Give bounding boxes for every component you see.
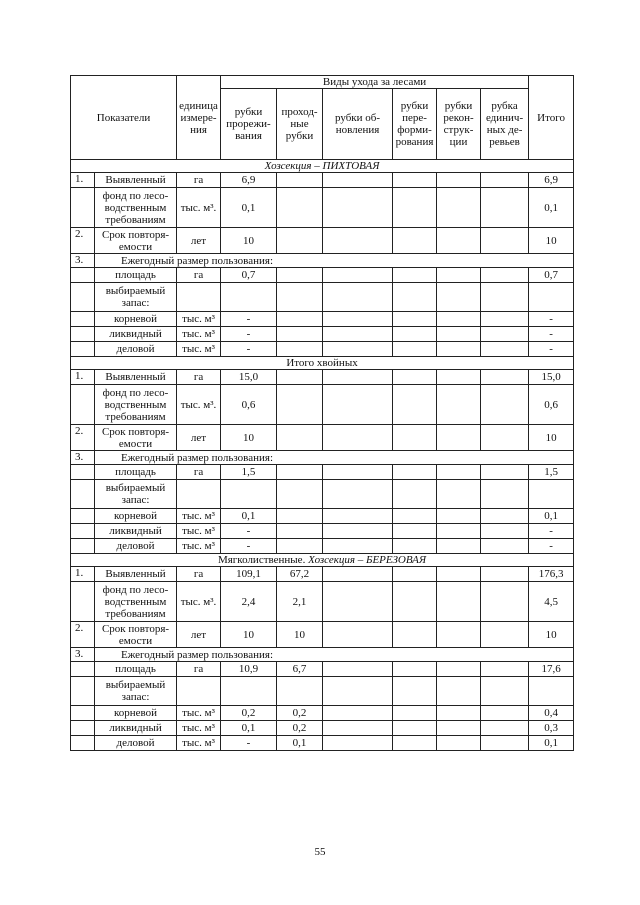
table-row: [71, 662, 574, 677]
header-type-renewal: рубки об-новления: [323, 89, 393, 160]
value-cell: [437, 370, 481, 385]
row-unit: тыс. м³: [177, 342, 221, 357]
row-number: 1.: [71, 173, 95, 188]
value-cell: [323, 385, 393, 425]
table-row: [71, 648, 574, 662]
value-cell: 1,5: [221, 465, 277, 480]
value-cell: [481, 524, 529, 539]
value-cell: [393, 524, 437, 539]
row-unit: га: [177, 662, 221, 677]
section-title-row: [71, 160, 574, 173]
row-unit: тыс. м³: [177, 524, 221, 539]
value-cell: [437, 283, 481, 312]
row-unit: тыс. м³.: [177, 188, 221, 228]
value-cell: [277, 312, 323, 327]
total-cell: -: [529, 342, 574, 357]
value-cell: [437, 721, 481, 736]
total-cell: [529, 480, 574, 509]
table-row: [71, 480, 574, 509]
row-unit: лет: [177, 425, 221, 451]
header-row-1: [71, 76, 574, 89]
value-cell: [481, 662, 529, 677]
section-title-row: [71, 554, 574, 567]
value-cell: 2,4: [221, 582, 277, 622]
value-cell: [323, 370, 393, 385]
value-cell: [277, 370, 323, 385]
row-number: 3.: [71, 451, 95, 465]
row-number: 2.: [71, 228, 95, 254]
forest-care-table: [70, 75, 574, 751]
value-cell: [481, 188, 529, 228]
value-cell: [437, 622, 481, 648]
table-row: [71, 567, 574, 582]
row-label: фонд по лесо-водственным требованиям: [95, 385, 177, 425]
value-cell: [481, 283, 529, 312]
row-number: 2.: [71, 622, 95, 648]
value-cell: -: [221, 327, 277, 342]
value-cell: [481, 268, 529, 283]
value-cell: [393, 465, 437, 480]
value-cell: -: [221, 736, 277, 751]
section-title-italic: Хозсекция – ПИХТОВАЯ: [264, 160, 380, 172]
value-cell: -: [221, 539, 277, 554]
table-row: [71, 385, 574, 425]
value-cell: [481, 480, 529, 509]
row-number: [71, 188, 95, 228]
row-unit: га: [177, 268, 221, 283]
value-cell: [437, 662, 481, 677]
value-cell: [393, 385, 437, 425]
table-row: [71, 524, 574, 539]
row-number: 2.: [71, 425, 95, 451]
row-label: Срок повторя-емости: [95, 622, 177, 648]
row-number: [71, 582, 95, 622]
row-number: 1.: [71, 567, 95, 582]
value-cell: [437, 582, 481, 622]
row-unit: тыс. м³: [177, 721, 221, 736]
header-type-reconstruction: рубки рекон-струк-ции: [437, 89, 481, 160]
value-cell: [437, 385, 481, 425]
total-cell: -: [529, 524, 574, 539]
value-cell: [481, 228, 529, 254]
value-cell: [437, 188, 481, 228]
table-row: [71, 706, 574, 721]
value-cell: [437, 327, 481, 342]
row-label: площадь: [95, 662, 177, 677]
row-label: деловой: [95, 342, 177, 357]
header-total: Итого: [529, 76, 574, 160]
row-number: [71, 662, 95, 677]
row-number: [71, 706, 95, 721]
value-cell: [323, 662, 393, 677]
value-cell: [393, 662, 437, 677]
total-cell: [529, 283, 574, 312]
value-cell: [323, 524, 393, 539]
total-cell: 15,0: [529, 370, 574, 385]
table-row: [71, 465, 574, 480]
value-cell: [437, 706, 481, 721]
row-unit: тыс. м³: [177, 706, 221, 721]
total-cell: 0,7: [529, 268, 574, 283]
value-cell: 0,1: [221, 721, 277, 736]
value-cell: [277, 268, 323, 283]
value-cell: [481, 385, 529, 425]
row-number: [71, 539, 95, 554]
table-row: [71, 312, 574, 327]
value-cell: [481, 327, 529, 342]
table-row: [71, 736, 574, 751]
total-cell: 10: [529, 622, 574, 648]
value-cell: [437, 524, 481, 539]
value-cell: [323, 622, 393, 648]
row-unit: тыс. м³: [177, 736, 221, 751]
table-row: [71, 721, 574, 736]
row-number: [71, 312, 95, 327]
row-unit: тыс. м³.: [177, 582, 221, 622]
value-cell: [277, 283, 323, 312]
row-label: Срок повторя-емости: [95, 425, 177, 451]
total-cell: 0,1: [529, 736, 574, 751]
value-cell: [481, 509, 529, 524]
value-cell: -: [221, 524, 277, 539]
value-cell: [481, 706, 529, 721]
section-title: [71, 160, 574, 173]
value-cell: [277, 188, 323, 228]
value-cell: 6,7: [277, 662, 323, 677]
row-label: ликвидный: [95, 327, 177, 342]
row-unit: тыс. м³: [177, 327, 221, 342]
value-cell: [437, 509, 481, 524]
value-cell: [277, 465, 323, 480]
value-cell: [277, 425, 323, 451]
value-cell: 10: [221, 228, 277, 254]
row-number: 3.: [71, 254, 95, 268]
value-cell: [323, 173, 393, 188]
row-unit: [177, 677, 221, 706]
table-row: [71, 173, 574, 188]
table-row: [71, 228, 574, 254]
section-title-plain: Мягколиственные.: [217, 554, 309, 566]
value-cell: 10: [277, 622, 323, 648]
value-cell: [393, 173, 437, 188]
row-number: [71, 327, 95, 342]
total-cell: -: [529, 539, 574, 554]
row-label: Ежегодный размер пользования:: [95, 451, 574, 465]
row-label: выбираемый запас:: [95, 480, 177, 509]
row-number: [71, 283, 95, 312]
row-label: корневой: [95, 706, 177, 721]
value-cell: [393, 188, 437, 228]
value-cell: [323, 706, 393, 721]
value-cell: [393, 567, 437, 582]
value-cell: [323, 582, 393, 622]
value-cell: [481, 370, 529, 385]
table-row: [71, 327, 574, 342]
value-cell: [437, 465, 481, 480]
table-row: [71, 509, 574, 524]
value-cell: [481, 622, 529, 648]
value-cell: [481, 582, 529, 622]
value-cell: 6,9: [221, 173, 277, 188]
value-cell: [393, 327, 437, 342]
row-label: корневой: [95, 312, 177, 327]
value-cell: [323, 677, 393, 706]
row-label: ликвидный: [95, 721, 177, 736]
table-row: [71, 370, 574, 385]
value-cell: [481, 736, 529, 751]
value-cell: 0,1: [221, 188, 277, 228]
row-unit: тыс. м³.: [177, 385, 221, 425]
value-cell: [323, 539, 393, 554]
row-label: выбираемый запас:: [95, 677, 177, 706]
row-label: деловой: [95, 736, 177, 751]
value-cell: [277, 173, 323, 188]
value-cell: [437, 736, 481, 751]
value-cell: [277, 509, 323, 524]
row-label: деловой: [95, 539, 177, 554]
value-cell: 10,9: [221, 662, 277, 677]
total-cell: 4,5: [529, 582, 574, 622]
value-cell: -: [221, 312, 277, 327]
row-number: [71, 736, 95, 751]
value-cell: [393, 425, 437, 451]
value-cell: [277, 228, 323, 254]
value-cell: [437, 173, 481, 188]
row-unit: [177, 283, 221, 312]
header-type-passage: проход-ные рубки: [277, 89, 323, 160]
value-cell: [221, 677, 277, 706]
value-cell: [437, 342, 481, 357]
value-cell: 67,2: [277, 567, 323, 582]
value-cell: 0,2: [277, 721, 323, 736]
row-number: [71, 342, 95, 357]
value-cell: [481, 721, 529, 736]
row-unit: [177, 480, 221, 509]
value-cell: 0,2: [221, 706, 277, 721]
value-cell: [481, 567, 529, 582]
value-cell: [277, 480, 323, 509]
row-label: корневой: [95, 509, 177, 524]
header-care-types: Виды ухода за лесами: [221, 76, 529, 89]
value-cell: [393, 342, 437, 357]
row-unit: лет: [177, 622, 221, 648]
row-number: [71, 480, 95, 509]
value-cell: [221, 480, 277, 509]
row-number: [71, 465, 95, 480]
total-cell: 0,1: [529, 188, 574, 228]
value-cell: 0,1: [221, 509, 277, 524]
table-row: [71, 622, 574, 648]
value-cell: 0,6: [221, 385, 277, 425]
value-cell: [221, 283, 277, 312]
value-cell: [323, 509, 393, 524]
value-cell: [323, 228, 393, 254]
table-row: [71, 677, 574, 706]
row-unit: тыс. м³: [177, 539, 221, 554]
header-type-single-tree: рубка единич-ных де-ревьев: [481, 89, 529, 160]
total-cell: 0,4: [529, 706, 574, 721]
table-row: [71, 451, 574, 465]
value-cell: [323, 465, 393, 480]
value-cell: [323, 736, 393, 751]
row-number: 3.: [71, 648, 95, 662]
row-number: [71, 677, 95, 706]
value-cell: [393, 480, 437, 509]
value-cell: [481, 425, 529, 451]
value-cell: [437, 312, 481, 327]
value-cell: [277, 327, 323, 342]
row-number: [71, 524, 95, 539]
row-unit: лет: [177, 228, 221, 254]
value-cell: [323, 480, 393, 509]
row-unit: га: [177, 173, 221, 188]
value-cell: [323, 327, 393, 342]
table-row: [71, 539, 574, 554]
value-cell: [323, 425, 393, 451]
row-number: [71, 268, 95, 283]
value-cell: [393, 736, 437, 751]
total-cell: 0,3: [529, 721, 574, 736]
value-cell: 109,1: [221, 567, 277, 582]
section-title: [71, 357, 574, 370]
value-cell: [437, 539, 481, 554]
value-cell: [277, 342, 323, 357]
value-cell: [393, 268, 437, 283]
value-cell: [437, 268, 481, 283]
total-cell: 176,3: [529, 567, 574, 582]
value-cell: [437, 677, 481, 706]
value-cell: 0,2: [277, 706, 323, 721]
total-cell: 6,9: [529, 173, 574, 188]
value-cell: [393, 706, 437, 721]
table-row: [71, 582, 574, 622]
total-cell: -: [529, 312, 574, 327]
value-cell: 0,7: [221, 268, 277, 283]
value-cell: 15,0: [221, 370, 277, 385]
section-title-plain: Итого хвойных: [286, 357, 358, 369]
row-unit: га: [177, 465, 221, 480]
header-unit: единица измере-ния: [177, 76, 221, 160]
table-row: [71, 268, 574, 283]
table-row: [71, 425, 574, 451]
value-cell: [393, 539, 437, 554]
total-cell: 10: [529, 228, 574, 254]
row-label: Выявленный: [95, 173, 177, 188]
document-page: [70, 75, 573, 751]
value-cell: [393, 677, 437, 706]
value-cell: [481, 465, 529, 480]
page-number: 55: [314, 846, 326, 858]
value-cell: [437, 228, 481, 254]
row-label: ликвидный: [95, 524, 177, 539]
value-cell: [393, 312, 437, 327]
value-cell: [277, 524, 323, 539]
value-cell: [481, 173, 529, 188]
value-cell: [437, 425, 481, 451]
row-unit: га: [177, 370, 221, 385]
header-type-reformation: рубки пере-форми-рования: [393, 89, 437, 160]
value-cell: [323, 283, 393, 312]
row-number: [71, 721, 95, 736]
total-cell: 1,5: [529, 465, 574, 480]
value-cell: [393, 283, 437, 312]
value-cell: 0,1: [277, 736, 323, 751]
value-cell: [277, 539, 323, 554]
value-cell: 10: [221, 622, 277, 648]
row-label: Ежегодный размер пользования:: [95, 254, 574, 268]
row-label: Ежегодный размер пользования:: [95, 648, 574, 662]
table-row: [71, 254, 574, 268]
row-unit: га: [177, 567, 221, 582]
value-cell: [393, 228, 437, 254]
value-cell: -: [221, 342, 277, 357]
value-cell: [393, 370, 437, 385]
row-number: 1.: [71, 370, 95, 385]
total-cell: 0,1: [529, 509, 574, 524]
row-unit: тыс. м³: [177, 509, 221, 524]
table-row: [71, 283, 574, 312]
row-number: [71, 385, 95, 425]
table-row: [71, 188, 574, 228]
row-label: фонд по лесо-водственным требованиям: [95, 582, 177, 622]
value-cell: [393, 622, 437, 648]
value-cell: [393, 509, 437, 524]
section-title: [71, 554, 574, 567]
total-cell: 0,6: [529, 385, 574, 425]
section-title-italic: Хозсекция – БЕРЕЗОВАЯ: [308, 554, 427, 566]
value-cell: [393, 721, 437, 736]
total-cell: 10: [529, 425, 574, 451]
row-unit: тыс. м³: [177, 312, 221, 327]
row-label: Выявленный: [95, 567, 177, 582]
table-row: [71, 342, 574, 357]
value-cell: [481, 539, 529, 554]
table-body: [71, 160, 574, 751]
value-cell: [323, 188, 393, 228]
header-indicators: Показатели: [71, 76, 177, 160]
row-label: площадь: [95, 268, 177, 283]
row-label: выбираемый запас:: [95, 283, 177, 312]
value-cell: [323, 342, 393, 357]
value-cell: [277, 385, 323, 425]
row-label: Выявленный: [95, 370, 177, 385]
value-cell: [393, 582, 437, 622]
value-cell: [481, 342, 529, 357]
row-label: Срок повторя-емости: [95, 228, 177, 254]
value-cell: 2,1: [277, 582, 323, 622]
row-label: площадь: [95, 465, 177, 480]
total-cell: 17,6: [529, 662, 574, 677]
value-cell: [437, 567, 481, 582]
value-cell: [323, 268, 393, 283]
value-cell: [481, 312, 529, 327]
value-cell: [277, 677, 323, 706]
header-type-thinning: рубки прорежи-вания: [221, 89, 277, 160]
value-cell: [481, 677, 529, 706]
value-cell: [323, 721, 393, 736]
value-cell: 10: [221, 425, 277, 451]
total-cell: -: [529, 327, 574, 342]
total-cell: [529, 677, 574, 706]
row-label: фонд по лесо-водственным требованиям: [95, 188, 177, 228]
row-number: [71, 509, 95, 524]
value-cell: [323, 567, 393, 582]
section-title-row: [71, 357, 574, 370]
value-cell: [437, 480, 481, 509]
value-cell: [323, 312, 393, 327]
